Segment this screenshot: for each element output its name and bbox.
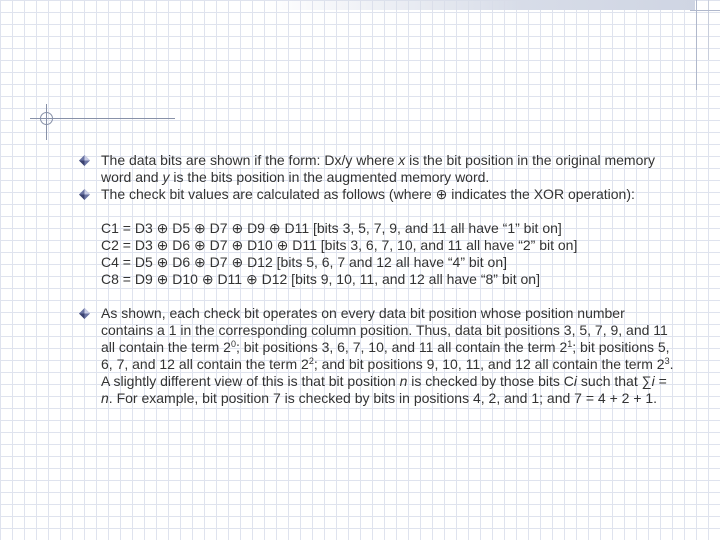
text-run: The data bits are shown if the form: Dx/y where [101,152,399,168]
italic-variable: n [101,390,109,406]
text-run: ; bit positions 5, 6, 7, and 12 all contain the term 2 [101,339,670,372]
italic-variable: i [651,373,655,389]
slide-content [78,152,678,407]
diamond-bullet-icon [79,308,90,319]
text-run: is the bits position in the augmented memory word. [169,169,490,185]
text-run: . A slightly different view of this is that bit position [101,356,674,389]
corner-rule-vertical-secondary [708,0,709,60]
header-band [265,0,695,10]
text-run: . For example, bit position 7 is checked by bits in positions 4, 2, and 1; and 7 = 4 + 2 + 1. [108,390,658,406]
bullet-text [101,305,673,406]
text-run: = [654,373,667,389]
bullet-text [101,186,635,202]
text-run: As shown, each check bit operates on every data bit position whose position number contains a 1 in the corresponding column position. Thus, data bit positions 3, 5, 7, 9, and 11 all contain the term 2 [101,305,668,355]
superscript-exponent: 3 [664,356,670,366]
superscript-exponent: 2 [308,356,314,366]
italic-variable: x [398,152,406,168]
bullet-explanation [78,305,678,407]
bullet-check-bits [78,186,678,203]
formula-c8: C8 = D9 ⊕ D10 ⊕ D11 ⊕ D12 [bits 9, 10, 11, and 12 all have “8” bit on] [101,271,540,287]
text-run: ; bit positions 3, 6, 7, 10, and 11 all contain the term 2 [235,339,568,355]
italic-variable: i [573,373,578,389]
corner-rule-horizontal [690,10,720,11]
corner-rule-vertical [696,0,697,90]
formula-c1: C1 = D3 ⊕ D5 ⊕ D7 ⊕ D9 ⊕ D11 [bits 3, 5, 7, 9, and 11 all have “1” bit on] [101,220,562,236]
text-run: is checked by those bits C [407,373,574,389]
diamond-bullet-icon [79,155,90,166]
text-run: such that ∑ [577,373,652,389]
text-run: The check bit values are calculated as follows (where ⊕ indicates the XOR operation): [101,186,635,202]
formula-c4: C4 = D5 ⊕ D6 ⊕ D7 ⊕ D12 [bits 5, 6, 7 and 12 all have “4” bit on] [101,254,508,270]
diamond-bullet-icon [79,189,90,200]
text-run: ; and bit positions 9, 10, 11, and 12 all contain the term 2 [313,356,665,372]
check-bit-formulas [78,220,678,288]
italic-variable: n [399,373,408,389]
superscript-exponent: 1 [567,339,573,349]
text-run: is the bit position in the original memory word and [101,152,656,185]
bullet-text [101,152,655,185]
formula-c2: C2 = D3 ⊕ D6 ⊕ D7 ⊕ D10 ⊕ D11 [bits 3, 6, 7, 10, and 11 all have “2” bit on] [101,237,578,253]
bullet-data-bits [78,152,678,186]
superscript-exponent: 0 [230,339,236,349]
italic-variable: y [162,169,170,185]
crosshair-circle-icon [40,112,53,125]
